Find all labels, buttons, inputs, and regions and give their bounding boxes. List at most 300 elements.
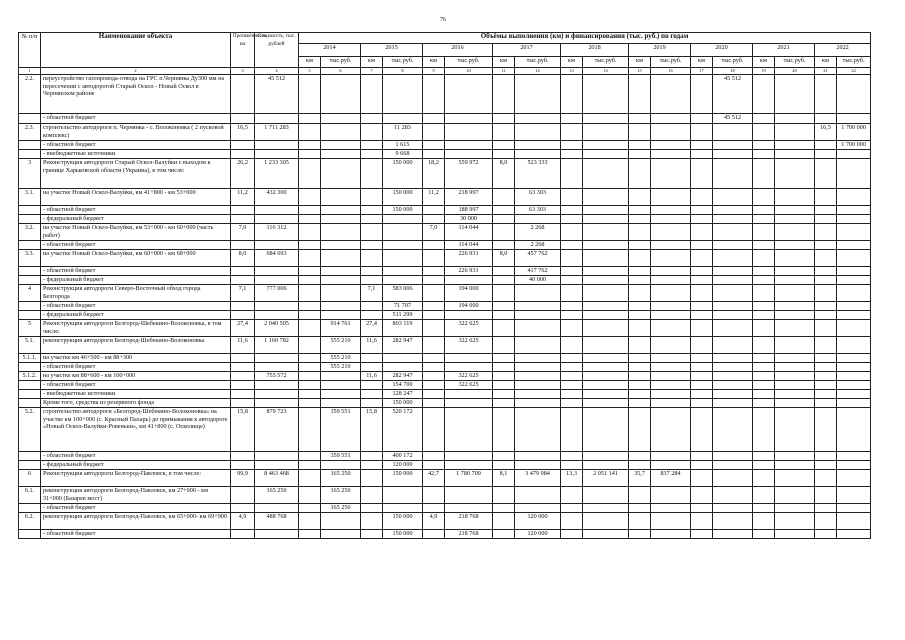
rub-cell: [713, 124, 753, 141]
unit-rub-header: тыс.руб.: [583, 57, 629, 68]
object-name: - областной бюджет: [41, 363, 231, 372]
cost-cell: 777 006: [255, 285, 299, 302]
rub-cell: [775, 224, 815, 241]
km-cell: [561, 513, 583, 530]
km-cell: [691, 530, 713, 539]
km-cell: [691, 337, 713, 354]
rub-cell: [713, 461, 753, 470]
rub-cell: [775, 513, 815, 530]
km-cell: [361, 513, 383, 530]
km-cell: [423, 114, 445, 124]
km-cell: [361, 241, 383, 250]
km-cell: [423, 206, 445, 215]
year-header: 2017: [493, 44, 561, 57]
km-cell: [493, 530, 515, 539]
rub-cell: [713, 452, 753, 461]
row-number: 3.3.: [19, 250, 41, 267]
km-cell: [753, 241, 775, 250]
rub-cell: [775, 75, 815, 114]
row-number: [19, 399, 41, 408]
km-cell: [815, 390, 837, 399]
cost-cell: 684 693: [255, 250, 299, 267]
object-name: реконструкция автодороги Белгород-Павловск, км 27+000 - км 31+000 (Базарев мост): [41, 487, 231, 504]
rub-cell: [713, 250, 753, 267]
km-cell: [361, 452, 383, 461]
unit-rub-header: тыс.руб.: [651, 57, 691, 68]
km-cell: [493, 372, 515, 381]
km-cell: [753, 381, 775, 390]
km-cell: [493, 285, 515, 302]
rub-cell: [515, 311, 561, 320]
object-name: - федеральный бюджет: [41, 276, 231, 285]
table-row: [19, 267, 871, 276]
rub-cell: 282 947: [383, 372, 423, 381]
object-name: реконструкция автодороги Белгород-Шебекино-Волоконовка: [41, 337, 231, 354]
object-name: переустройство газопровода-отвода на ГРС п.Чернянка Ду300 мм на пересечении с автодорогой Старый Оскол - Новый Оскол в Чернянском районе: [41, 75, 231, 114]
object-name: - областной бюджет: [41, 267, 231, 276]
km-cell: 11,2: [423, 189, 445, 206]
rub-cell: [383, 363, 423, 372]
rub-cell: [837, 461, 871, 470]
km-cell: [691, 267, 713, 276]
km-cell: [361, 399, 383, 408]
row-number: 6.2.: [19, 513, 41, 530]
km-cell: [815, 150, 837, 159]
rub-cell: 226 931: [445, 250, 493, 267]
rub-cell: [321, 390, 361, 399]
rub-cell: [713, 267, 753, 276]
rub-cell: [445, 124, 493, 141]
cost-cell: [255, 150, 299, 159]
object-name: - внебюджетные источники: [41, 150, 231, 159]
rub-cell: [837, 114, 871, 124]
rub-cell: [713, 285, 753, 302]
rub-cell: [583, 285, 629, 302]
km-cell: [561, 504, 583, 513]
row-number: 5.1.1.: [19, 354, 41, 363]
rub-cell: 282 947: [383, 337, 423, 354]
row-number: [19, 302, 41, 311]
unit-km-header: км: [815, 57, 837, 68]
object-name: - федеральный бюджет: [41, 215, 231, 224]
rub-cell: [713, 159, 753, 189]
cost-cell: [255, 390, 299, 399]
rub-cell: [583, 513, 629, 530]
cost-cell: 1 711 283: [255, 124, 299, 141]
rub-cell: [383, 75, 423, 114]
header-cost: Стоимость, тыс. рублей: [255, 33, 299, 68]
rub-cell: [445, 399, 493, 408]
header-object-name: Наименование объекта: [41, 33, 231, 68]
cost-cell: 8 463 468: [255, 470, 299, 487]
column-number: 2: [41, 68, 231, 75]
rub-cell: [321, 381, 361, 390]
km-cell: [691, 372, 713, 381]
km-cell: [423, 75, 445, 114]
rub-cell: [837, 150, 871, 159]
rub-cell: 555 210: [321, 354, 361, 363]
km-cell: [361, 487, 383, 504]
cost-cell: [255, 399, 299, 408]
km-cell: [493, 337, 515, 354]
rub-cell: [583, 267, 629, 276]
rub-cell: [515, 363, 561, 372]
km-cell: [815, 267, 837, 276]
km-cell: [815, 276, 837, 285]
table-row: [19, 470, 871, 487]
rub-cell: [775, 285, 815, 302]
km-cell: [423, 390, 445, 399]
length-cell: 11,6: [231, 337, 255, 354]
rub-cell: [837, 381, 871, 390]
rub-cell: [651, 215, 691, 224]
km-cell: [299, 452, 321, 461]
rub-cell: 2 268: [515, 241, 561, 250]
table-row: [19, 150, 871, 159]
km-cell: [691, 114, 713, 124]
cost-cell: [255, 276, 299, 285]
rub-cell: 120 000: [515, 513, 561, 530]
rub-cell: [713, 513, 753, 530]
km-cell: [493, 487, 515, 504]
rub-cell: [713, 215, 753, 224]
rub-cell: 555 210: [321, 363, 361, 372]
cost-cell: 1 233 305: [255, 159, 299, 189]
column-number: 10: [445, 68, 493, 75]
row-number: 5.2.: [19, 408, 41, 452]
rub-cell: [321, 311, 361, 320]
row-number: [19, 363, 41, 372]
cost-cell: [255, 311, 299, 320]
rub-cell: [651, 513, 691, 530]
table-row: [19, 285, 871, 302]
rub-cell: [383, 241, 423, 250]
rub-cell: [713, 311, 753, 320]
km-cell: 8,0: [493, 159, 515, 189]
km-cell: [815, 75, 837, 114]
cost-cell: [255, 381, 299, 390]
rub-cell: [713, 302, 753, 311]
rub-cell: [651, 354, 691, 363]
column-number: 14: [583, 68, 629, 75]
rub-cell: [321, 224, 361, 241]
unit-km-header: км: [561, 57, 583, 68]
km-cell: [561, 408, 583, 452]
table-row: [19, 124, 871, 141]
km-cell: [299, 141, 321, 150]
table-row: [19, 75, 871, 114]
length-cell: 99,9: [231, 470, 255, 487]
km-cell: [815, 354, 837, 363]
rub-cell: 1 780 709: [445, 470, 493, 487]
km-cell: [815, 320, 837, 337]
object-name: - областной бюджет: [41, 381, 231, 390]
km-cell: [691, 285, 713, 302]
rub-cell: [837, 206, 871, 215]
object-name: - областной бюджет: [41, 141, 231, 150]
rub-cell: [713, 470, 753, 487]
km-cell: [299, 241, 321, 250]
unit-km-header: км: [691, 57, 713, 68]
km-cell: [361, 189, 383, 206]
km-cell: [561, 381, 583, 390]
rub-cell: [837, 215, 871, 224]
rub-cell: [713, 408, 753, 452]
rub-cell: [775, 241, 815, 250]
rub-cell: [383, 276, 423, 285]
km-cell: [423, 250, 445, 267]
table-row: [19, 302, 871, 311]
km-cell: [629, 285, 651, 302]
rub-cell: [321, 215, 361, 224]
rub-cell: [515, 381, 561, 390]
rub-cell: 9 668: [383, 150, 423, 159]
km-cell: [815, 302, 837, 311]
km-cell: [753, 215, 775, 224]
column-number: 17: [691, 68, 713, 75]
km-cell: [493, 206, 515, 215]
km-cell: [361, 504, 383, 513]
km-cell: [691, 320, 713, 337]
km-cell: [493, 150, 515, 159]
rub-cell: [651, 206, 691, 215]
length-cell: [231, 241, 255, 250]
km-cell: [423, 504, 445, 513]
rub-cell: [775, 267, 815, 276]
km-cell: [361, 311, 383, 320]
rub-cell: [775, 504, 815, 513]
km-cell: [691, 504, 713, 513]
km-cell: [561, 399, 583, 408]
rub-cell: 583 006: [383, 285, 423, 302]
km-cell: [493, 363, 515, 372]
rub-cell: [383, 250, 423, 267]
rub-cell: [321, 285, 361, 302]
length-cell: [231, 302, 255, 311]
length-cell: [231, 75, 255, 114]
rub-cell: [383, 487, 423, 504]
rub-cell: [515, 337, 561, 354]
cost-cell: [255, 461, 299, 470]
table-row: [19, 215, 871, 224]
km-cell: [691, 206, 713, 215]
km-cell: [493, 241, 515, 250]
table-row: [19, 372, 871, 381]
km-cell: 13,3: [561, 470, 583, 487]
km-cell: [629, 408, 651, 452]
km-cell: [361, 390, 383, 399]
km-cell: 4,9: [423, 513, 445, 530]
km-cell: [753, 461, 775, 470]
object-name: на участке км 88+600 - км 100+000: [41, 372, 231, 381]
rub-cell: [321, 75, 361, 114]
length-cell: [231, 372, 255, 381]
object-name: - федеральный бюджет: [41, 311, 231, 320]
rub-cell: 150 000: [383, 189, 423, 206]
table-row: [19, 381, 871, 390]
km-cell: [423, 285, 445, 302]
rub-cell: [515, 215, 561, 224]
km-cell: [423, 354, 445, 363]
rub-cell: 218 997: [445, 189, 493, 206]
rub-cell: 154 700: [383, 381, 423, 390]
rub-cell: 150 000: [383, 513, 423, 530]
km-cell: [753, 530, 775, 539]
rub-cell: [775, 337, 815, 354]
column-number: 21: [815, 68, 837, 75]
rub-cell: [651, 114, 691, 124]
km-cell: [815, 337, 837, 354]
km-cell: 15,8: [361, 408, 383, 452]
rub-cell: 520 172: [383, 408, 423, 452]
rub-cell: 114 044: [445, 224, 493, 241]
km-cell: [561, 189, 583, 206]
km-cell: 11,6: [361, 372, 383, 381]
table-row: [19, 513, 871, 530]
row-number: [19, 461, 41, 470]
header-length: Протяжённость, км: [231, 33, 255, 68]
rub-cell: [515, 150, 561, 159]
km-cell: [299, 250, 321, 267]
km-cell: [815, 381, 837, 390]
km-cell: [493, 276, 515, 285]
km-cell: [691, 399, 713, 408]
km-cell: [629, 124, 651, 141]
km-cell: [753, 320, 775, 337]
unit-km-header: км: [423, 57, 445, 68]
km-cell: 35,7: [629, 470, 651, 487]
km-cell: [493, 215, 515, 224]
length-cell: [231, 276, 255, 285]
rub-cell: [321, 372, 361, 381]
rub-cell: [445, 461, 493, 470]
rub-cell: 322 625: [445, 337, 493, 354]
km-cell: [493, 354, 515, 363]
rub-cell: [583, 504, 629, 513]
km-cell: [423, 215, 445, 224]
rub-cell: [515, 75, 561, 114]
km-cell: [815, 285, 837, 302]
km-cell: [815, 513, 837, 530]
km-cell: [493, 124, 515, 141]
km-cell: [423, 267, 445, 276]
rub-cell: [515, 487, 561, 504]
rub-cell: 1 700 000: [837, 124, 871, 141]
length-cell: [231, 114, 255, 124]
km-cell: [753, 302, 775, 311]
km-cell: [361, 470, 383, 487]
km-cell: [561, 150, 583, 159]
km-cell: [299, 114, 321, 124]
unit-km-header: км: [361, 57, 383, 68]
rub-cell: [321, 250, 361, 267]
rub-cell: [383, 114, 423, 124]
km-cell: [691, 461, 713, 470]
km-cell: [753, 372, 775, 381]
km-cell: [423, 302, 445, 311]
km-cell: [493, 399, 515, 408]
rub-cell: [775, 302, 815, 311]
rub-cell: 555 210: [321, 337, 361, 354]
km-cell: [299, 150, 321, 159]
unit-rub-header: тыс.руб.: [321, 57, 361, 68]
unit-km-header: км: [493, 57, 515, 68]
km-cell: [361, 363, 383, 372]
object-name: на участке Новый Оскол-Валуйки, км 53+000 - км 60+000 (часть работ): [41, 224, 231, 241]
table-row: [19, 408, 871, 452]
km-cell: [299, 159, 321, 189]
rub-cell: [713, 189, 753, 206]
km-cell: [423, 452, 445, 461]
rub-cell: [837, 470, 871, 487]
cost-cell: [255, 267, 299, 276]
rub-cell: [583, 159, 629, 189]
page-number: 76: [440, 17, 446, 23]
rub-cell: [837, 390, 871, 399]
km-cell: [629, 224, 651, 241]
length-cell: [231, 354, 255, 363]
km-cell: [629, 267, 651, 276]
unit-rub-header: тыс.руб.: [837, 57, 871, 68]
km-cell: [691, 311, 713, 320]
length-cell: [231, 363, 255, 372]
rub-cell: [775, 390, 815, 399]
program-table: [18, 32, 871, 539]
rub-cell: 322 625: [445, 381, 493, 390]
column-number: 20: [775, 68, 815, 75]
length-cell: [231, 381, 255, 390]
km-cell: [361, 206, 383, 215]
unit-rub-header: тыс.руб.: [515, 57, 561, 68]
km-cell: [629, 189, 651, 206]
rub-cell: [515, 372, 561, 381]
rub-cell: [651, 224, 691, 241]
km-cell: [561, 276, 583, 285]
km-cell: [493, 114, 515, 124]
object-name: - областной бюджет: [41, 114, 231, 124]
cost-cell: [255, 241, 299, 250]
rub-cell: 120 000: [383, 461, 423, 470]
km-cell: [361, 250, 383, 267]
rub-cell: [651, 390, 691, 399]
rub-cell: [651, 189, 691, 206]
row-number: [19, 114, 41, 124]
rub-cell: [321, 189, 361, 206]
rub-cell: [515, 124, 561, 141]
km-cell: [815, 399, 837, 408]
km-cell: [691, 224, 713, 241]
table-row: [19, 399, 871, 408]
rub-cell: [445, 141, 493, 150]
km-cell: [423, 530, 445, 539]
rub-cell: [775, 250, 815, 267]
rub-cell: 150 000: [383, 530, 423, 539]
km-cell: [299, 302, 321, 311]
km-cell: [629, 530, 651, 539]
rub-cell: [713, 150, 753, 159]
object-name: - областной бюджет: [41, 452, 231, 461]
km-cell: [299, 390, 321, 399]
rub-cell: [651, 124, 691, 141]
rub-cell: 150 000: [383, 206, 423, 215]
table-row: [19, 159, 871, 189]
rub-cell: [775, 363, 815, 372]
table-row: [19, 452, 871, 461]
km-cell: [493, 75, 515, 114]
rub-cell: [321, 530, 361, 539]
km-cell: [815, 363, 837, 372]
rub-cell: 400 172: [383, 452, 423, 461]
